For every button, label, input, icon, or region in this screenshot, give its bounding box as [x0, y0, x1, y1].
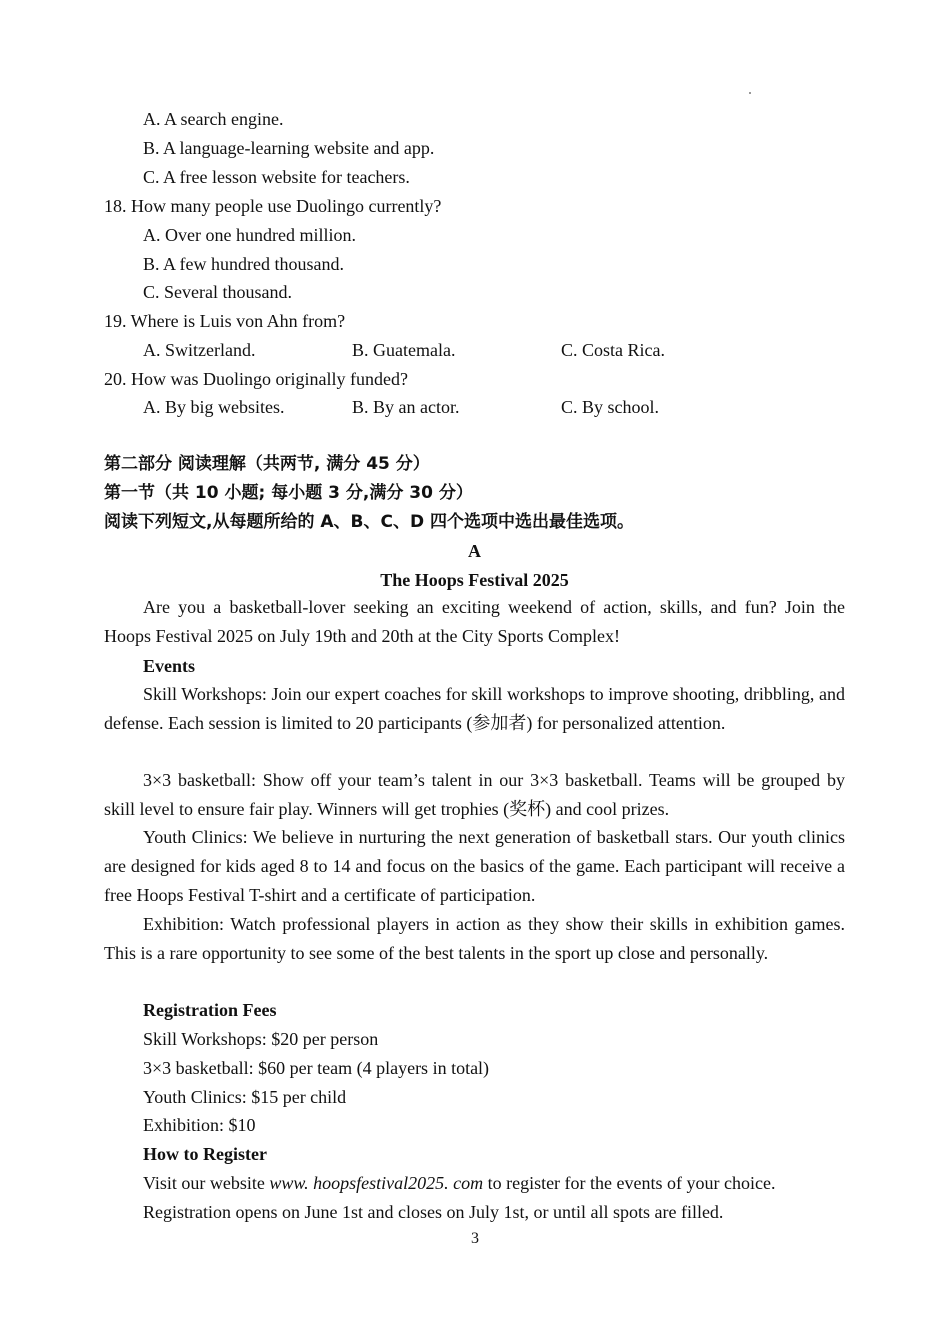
- skill-workshops-paragraph: Skill Workshops: Join our expert coaches for skill workshops to improve shooting, dribbling, and defense. Each session is limited to 20 participants (参加者) for personalized attention.: [104, 684, 845, 733]
- youth-clinics-paragraph: Youth Clinics: We believe in nurturing the next generation of basketball stars. Our youth clinics are designed for kids aged 8 to 14 and focus on the basics of the game. Each participant will receive a free Hoops Festival T-shirt and a certificate of participation.: [104, 827, 845, 905]
- fee-youth-clinics: Youth Clinics: $15 per child: [143, 1087, 347, 1107]
- q18-option-c: C. Several thousand.: [143, 282, 292, 302]
- q17-option-b: B. A language-learning website and app.: [143, 138, 435, 158]
- q18-option-b: B. A few hundred thousand.: [143, 254, 344, 274]
- q17-option-a: A. A search engine.: [143, 109, 284, 129]
- q20-option-c: C. By school.: [561, 397, 660, 417]
- page-number: 3: [471, 1230, 479, 1247]
- register-post: to register for the events of your choice.: [483, 1173, 776, 1193]
- register-pre: Visit our website: [143, 1173, 270, 1193]
- events-heading: Events: [143, 656, 196, 676]
- part2-title: 第二部分 阅读理解（共两节, 满分 45 分）: [104, 454, 430, 474]
- exhibition-paragraph: Exhibition: Watch professional players in action as they show their skills in exhibition games. This is a rare opportunity to see some of the best talents in the sport up close and personally.: [104, 914, 845, 963]
- fees-heading: Registration Fees: [143, 1000, 277, 1020]
- q18-option-a: A. Over one hundred million.: [143, 225, 356, 245]
- reading-instruction: 阅读下列短文,从每题所给的 A、B、C、D 四个选项中选出最佳选项。: [104, 512, 634, 532]
- three-by-three-paragraph: 3×3 basketball: Show off your team’s talent in our 3×3 basketball. Teams will be grouped by skill level to ensure fair play. Winners will get trophies (奖杯) and cool prizes.: [104, 770, 845, 819]
- passage-intro: Are you a basketball-lover seeking an exciting weekend of action, skills, and fun? Join the Hoops Festival 2025 on July 19th and 20th at the City Sports Complex!: [104, 597, 845, 646]
- fee-skill-workshops: Skill Workshops: $20 per person: [143, 1029, 379, 1049]
- q17-option-c: C. A free lesson website for teachers.: [143, 167, 410, 187]
- register-dates: Registration opens on June 1st and closes on July 1st, or until all spots are filled.: [143, 1202, 724, 1222]
- q19-option-c: C. Costa Rica.: [561, 340, 665, 360]
- q20-option-b: B. By an actor.: [352, 397, 460, 417]
- passage-letter: A: [468, 541, 481, 561]
- register-line: [143, 1172, 775, 1194]
- q19-stem: 19. Where is Luis von Ahn from?: [104, 311, 346, 331]
- q20-stem: 20. How was Duolingo originally funded?: [104, 369, 408, 389]
- section1-title: 第一节（共 10 小题; 每小题 3 分,满分 30 分）: [104, 483, 473, 503]
- stray-dot: [749, 92, 751, 94]
- q18-stem: 18. How many people use Duolingo currently?: [104, 196, 442, 216]
- fee-three-by-three: 3×3 basketball: $60 per team (4 players in total): [143, 1058, 490, 1078]
- register-heading: How to Register: [143, 1144, 267, 1164]
- fee-exhibition: Exhibition: $10: [143, 1115, 256, 1135]
- q19-option-a: A. Switzerland.: [143, 340, 256, 360]
- q20-option-a: A. By big websites.: [143, 397, 285, 417]
- passage-title: The Hoops Festival 2025: [380, 570, 569, 590]
- q19-option-b: B. Guatemala.: [352, 340, 456, 360]
- register-url: www. hoopsfestival2025. com: [269, 1173, 484, 1193]
